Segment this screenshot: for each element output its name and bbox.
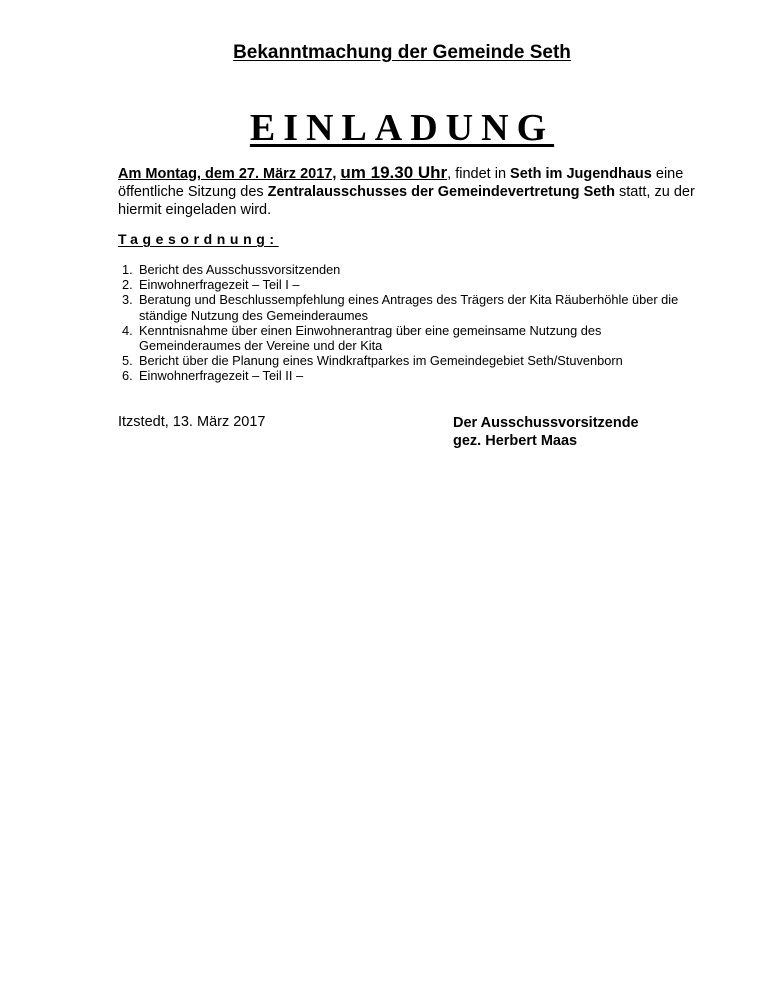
signer-name: gez. Herbert Maas [453, 433, 578, 449]
intro-time: um 19.30 Uhr [340, 163, 448, 182]
agenda-item-number: 1. [122, 262, 133, 277]
agenda-item-text: Beratung und Beschlussempfehlung eines Antrages des Trägers der Kita Räuberhöhle über die ständige Nutzung des Gemeinderaumes [139, 292, 679, 323]
signer-title: Der Ausschussvorsitzende [453, 415, 639, 431]
agenda-item-text: Bericht über die Planung eines Windkraftparkes im Gemeindegebiet Seth/Stuvenborn [139, 353, 623, 369]
agenda-item [118, 368, 698, 383]
agenda-item-text: Einwohnerfragezeit – Teil II – [139, 368, 304, 384]
agenda-item [118, 323, 698, 353]
intro-text-1: , findet in [447, 166, 511, 182]
intro-text-3: statt, zu der hiermit eingeladen wird. [118, 184, 695, 218]
agenda-item-text: Kenntnisnahme über einen Einwohnerantrag über eine gemeinsame Nutzung des Gemeinderaumes der Vereine und der Kita [139, 322, 602, 354]
place-date: Itzstedt, 13. März 2017 [118, 414, 266, 430]
header-title: Bekanntmachung der Gemeinde Seth [233, 42, 571, 63]
intro-committee: Zentralausschusses der Gemeindevertretung Seth [267, 184, 615, 200]
agenda-item [118, 277, 698, 292]
agenda-item-number: 4. [122, 322, 133, 338]
agenda-item-text: Bericht des Ausschussvorsitzenden [139, 262, 341, 277]
intro-text-2: eine öffentliche Sitzung des [118, 166, 684, 200]
agenda-item [118, 292, 698, 322]
agenda-item-number: 3. [122, 292, 133, 308]
agenda-item [118, 262, 698, 277]
intro-location: Seth im Jugendhaus [510, 166, 652, 182]
intro-date: Am Montag, dem 27. März 2017, [118, 166, 337, 182]
agenda-heading: Tagesordnung: [118, 231, 279, 247]
agenda-list [118, 262, 698, 384]
agenda-item-number: 2. [122, 277, 133, 293]
agenda-item-text: Einwohnerfragezeit – Teil I – [139, 277, 300, 293]
main-title: EINLADUNG [249, 107, 555, 149]
agenda-item-number: 6. [122, 368, 133, 384]
signature-block [453, 414, 639, 450]
agenda-item [118, 353, 698, 368]
intro-paragraph [118, 164, 698, 219]
agenda-item-number: 5. [122, 353, 133, 369]
